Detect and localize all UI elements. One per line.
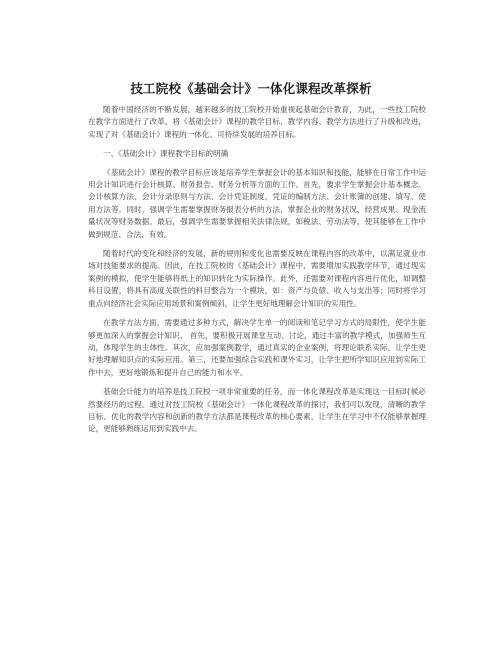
section-heading: 一、《基础会计》课程教学目标的明确 — [103, 149, 229, 159]
paragraph-intro: 随着中国经济的不断发展，越来越多的技工院校开始重视起基础会计教育，为此，一些技工院校在教学方面进行了改革，将《基础会计》课程的教学目标、教学内容、教学方法进行了升级和改进，实现了对《基础会计》课程的一体化、可持续发展的培养目标。 — [88, 105, 426, 139]
paragraph-conclusion: 基础会计能力的培养是技工院校一项非常重要的任务，而一体化课程改革是实现这一目标时候必然要经历的过程。通过对技工院校《基础会计》一体化课程改革的探讨，我们可以发现，清晰的教学目标、优化的教学内容和创新的教学方法都是课程改革的核心要素，让学生在学习中不仅能够掌握理论，更能够熟练运用到实践中去。 — [88, 387, 426, 434]
paragraph-objectives: 《基础会计》课程的教学目标应该是培养学生掌握会计的基本知识和技能，能够在日常工作中运用会计知识进行会计核算、财务报告、财务分析等方面的工作。首先，要求学生掌握会计基本概念、会计核算方法、会计分录原则与方法、会计凭证制度，凭证的编制方法、会计账簿的创建、填写、使用方法等。同时，强调学生需要掌握财务报表分析的方法，掌握企业的财务状况、经营成果、现金流量状况等财务数据。最后，强调学生需要掌握相关法律法规，如税法、劳动法等，使其能够在工作中做到规范、合法、有效。 — [88, 167, 426, 239]
paragraph-teaching-methods: 在教学方法方面，需要通过多种方式，解决学生单一的阅读和笔记学习方式的局限性，使学生能够更加深入的掌握会计知识。 首先，要积极开展课堂互动、讨论，通过丰富的教学模式，加强师生互动，体现学生的主体性。其次，应加强案例教学，通过真实的企业案例，将理论联系实际，让学生更好地理解知识点的实际应用。第三，还要加强综合实践和课外实习，让学生把所学知识应用到实际工作中去，更好地锻炼和提升自己的能力和水平。 — [88, 318, 426, 377]
document-title: 技工院校《基础会计》一体化课程改革探析 — [130, 81, 372, 96]
document-body — [88, 104, 426, 443]
paragraph-content-reform: 随着时代的变化和经济的发展，新的规则和变化也需要反映在课程内容的改革中，以满足就业市场对技能要求的提高。因此，在技工院校的《基础会计》课程中，需要增加实践教学环节，通过现实案例的模拟，使学生能够将纸上的知识转化为实际操作。此外，还需要对课程内容进行优化，如调整科目设置，将具有高度关联性的科目整合为一个模块，如：资产与负债、收入与支出等；同时将学习重点向经济社会实际应用场景和案例倾斜，让学生更好地理解会计知识的实用性。 — [88, 249, 426, 308]
